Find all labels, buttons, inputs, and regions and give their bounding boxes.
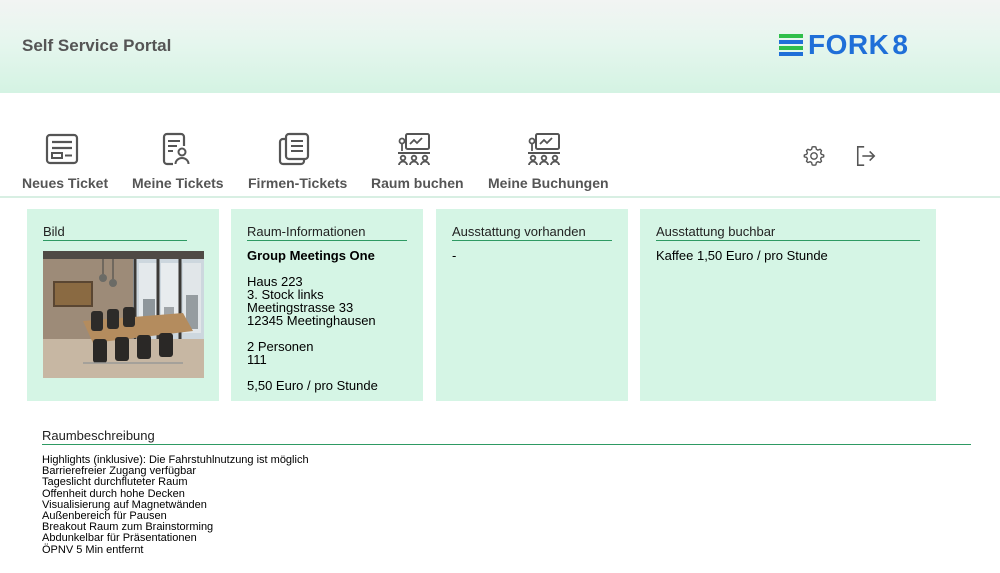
description-line: Breakout Raum zum Brainstorming — [42, 521, 214, 534]
equipment-available-card — [436, 209, 628, 401]
new-ticket-icon — [44, 131, 80, 167]
room-price: 5,50 Euro / pro Stunde — [247, 378, 378, 393]
equipment-available-title: Ausstattung vorhanden — [452, 224, 612, 241]
main-nav — [0, 93, 1000, 198]
company-tickets-icon — [276, 131, 312, 167]
nav-company-tickets-label: Firmen-Tickets — [248, 175, 348, 191]
address-line-4: 12345 Meetinghausen — [247, 313, 376, 328]
room-photo-image — [43, 251, 204, 378]
description-list — [42, 455, 309, 556]
my-bookings-icon — [526, 131, 562, 167]
my-tickets-icon — [157, 131, 193, 167]
nav-book-room[interactable] — [371, 131, 464, 191]
portal-title: Self Service Portal — [22, 36, 172, 55]
nav-book-room-label: Raum buchen — [371, 175, 464, 191]
equipment-bookable-title: Ausstattung buchbar — [656, 224, 920, 241]
description-title: Raumbeschreibung — [42, 428, 971, 445]
image-card — [27, 209, 219, 401]
description-line: Abdunkelbar für Präsentationen — [42, 532, 197, 545]
nav-new-ticket[interactable] — [22, 131, 109, 191]
description-line: Offenheit durch hohe Decken — [42, 487, 185, 500]
image-card-title: Bild — [43, 224, 187, 241]
equipment-bookable-value: Kaffee 1,50 Euro / pro Stunde — [656, 248, 828, 263]
nav-my-bookings-label: Meine Buchungen — [488, 175, 609, 191]
description-line: Außenbereich für Pausen — [42, 510, 167, 523]
address-line-2: 3. Stock links — [247, 287, 324, 302]
room-capacity: 2 Personen — [247, 339, 314, 354]
address-line-1: Haus 223 — [247, 274, 303, 289]
nav-my-tickets-label: Meine Tickets — [132, 175, 224, 191]
fork8-logo[interactable] — [779, 30, 908, 60]
logo-bars-icon — [779, 34, 803, 56]
room-photo[interactable] — [43, 251, 204, 378]
header — [0, 0, 1000, 93]
description-line: Highlights (inklusive): Die Fahrstuhlnutzung ist möglich — [42, 454, 309, 466]
equipment-bookable-card — [640, 209, 936, 401]
logo-text: FORK 8 — [808, 29, 909, 60]
nav-my-tickets[interactable] — [132, 131, 224, 191]
book-room-icon — [396, 131, 432, 167]
equipment-available-value: - — [452, 248, 457, 263]
description-line: Barrierefreier Zugang verfügbar — [42, 465, 197, 478]
room-number: 111 — [247, 352, 267, 367]
description-line: Visualisierung auf Magnetwänden — [42, 498, 207, 511]
description-line: ÖPNV 5 Min entfernt — [42, 543, 144, 556]
room-info-body — [247, 249, 378, 392]
description-line: Tageslicht durchfluteter Raum — [42, 476, 188, 489]
nav-new-ticket-label: Neues Ticket — [22, 175, 109, 191]
room-info-card-title: Raum-Informationen — [247, 224, 407, 241]
nav-company-tickets[interactable] — [248, 131, 348, 191]
gear-icon[interactable] — [803, 145, 825, 167]
room-name: Group Meetings One — [247, 248, 375, 263]
room-info-card — [231, 209, 423, 401]
nav-my-bookings[interactable] — [488, 131, 609, 191]
logout-icon[interactable] — [855, 145, 877, 167]
address-line-3: Meetingstrasse 33 — [247, 300, 354, 315]
